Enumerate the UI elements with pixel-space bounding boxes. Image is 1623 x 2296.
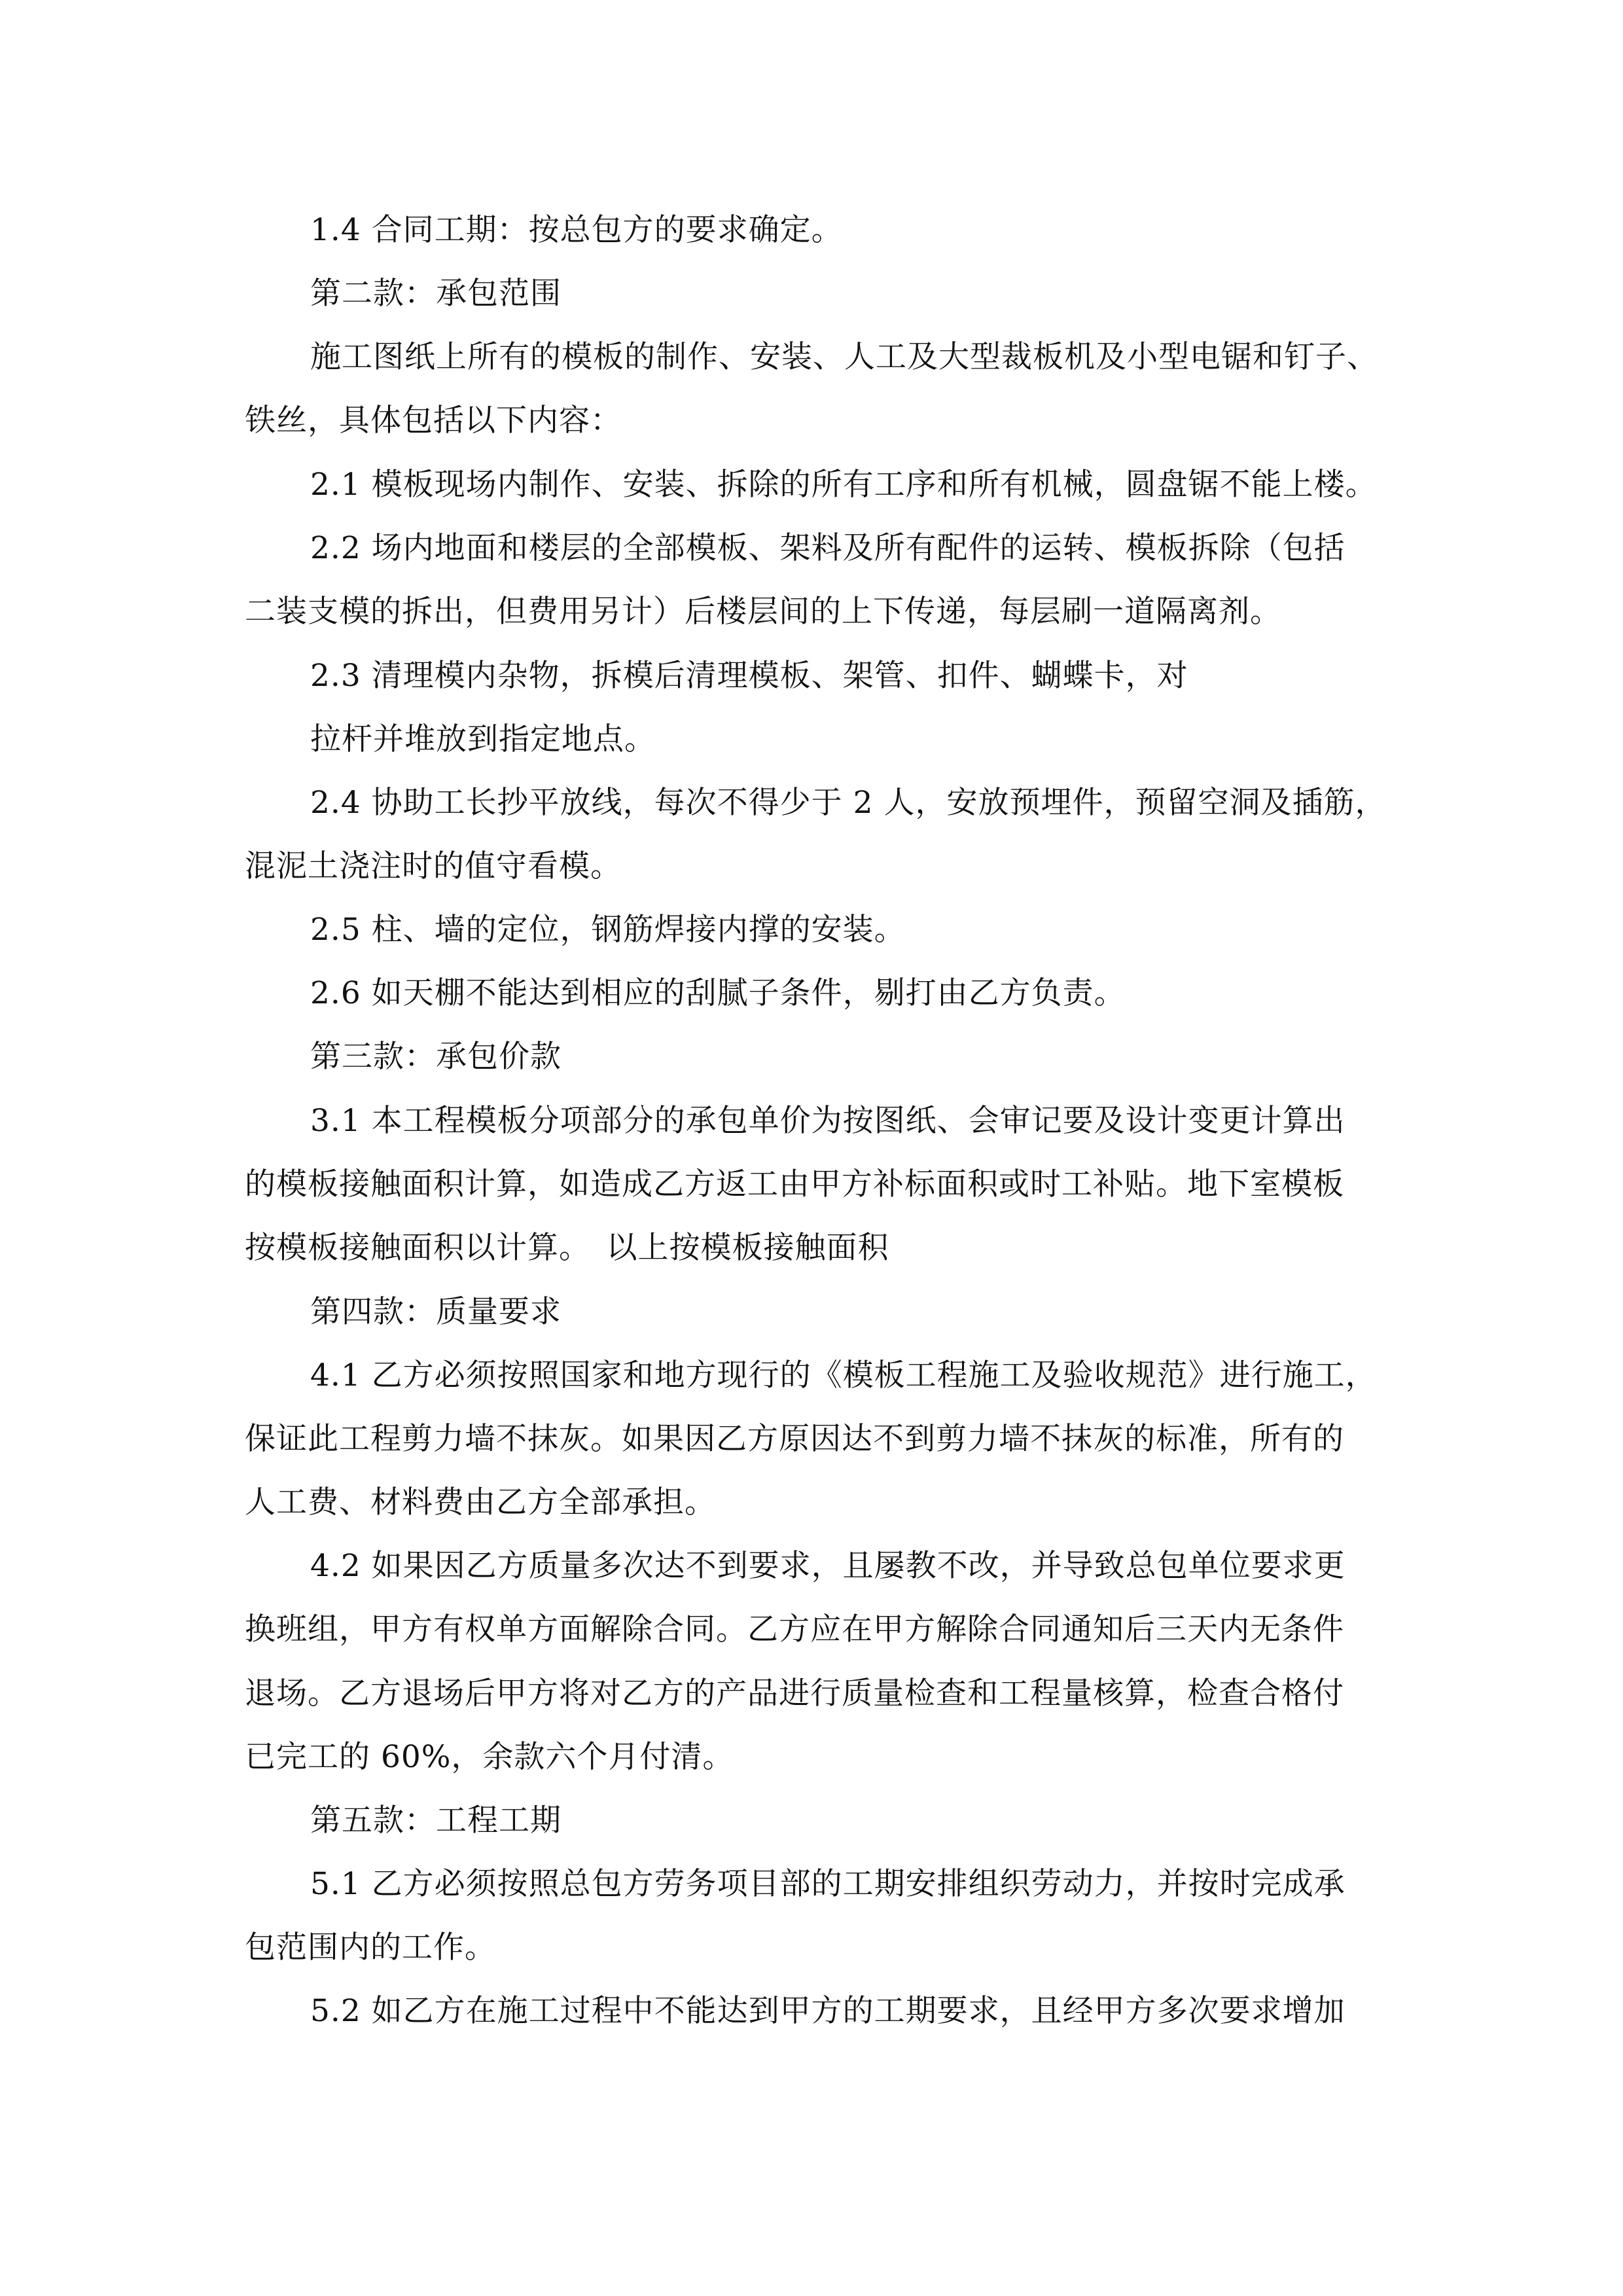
clause-4-1-line-3: 人工费、材料费由乙方全部承担。 [245, 1484, 716, 1520]
clause-2-2-line-1: 2.2 场内地面和楼层的全部模板、架料及所有配件的运转、模板拆除（包括 [310, 530, 1346, 566]
section-4-heading: 第四款：质量要求 [310, 1294, 562, 1330]
clause-1-4: 1.4 合同工期：按总包方的要求确定。 [310, 212, 843, 248]
section-2-intro-line-1: 施工图纸上所有的模板的制作、安装、人工及大型裁板机及小型电锯和钉子、 [310, 339, 1378, 375]
clause-2-4-line-2: 混泥土浇注时的值守看模。 [245, 848, 622, 884]
clause-2-1: 2.1 模板现场内制作、安装、拆除的所有工序和所有机械，圆盘锯不能上楼。 [310, 467, 1377, 503]
clause-5-2-line-1: 5.2 如乙方在施工过程中不能达到甲方的工期要求，且经甲方多次要求增加 [310, 1993, 1346, 2029]
clause-4-2-line-4: 已完工的 60%，余款六个月付清。 [245, 1739, 734, 1775]
clause-2-4-line-1: 2.4 协助工长抄平放线，每次不得少于 2 人，安放预埋件，预留空洞及插筋， [310, 785, 1387, 821]
clause-2-6: 2.6 如天棚不能达到相应的刮腻子条件，剔打由乙方负责。 [310, 975, 1126, 1011]
clause-2-3-line-2: 拉杆并堆放到指定地点。 [310, 721, 656, 757]
section-5-heading: 第五款：工程工期 [310, 1803, 562, 1839]
section-2-intro-line-2: 铁丝，具体包括以下内容： [245, 403, 622, 439]
clause-5-1-line-2: 包范围内的工作。 [245, 1929, 496, 1965]
clause-2-5: 2.5 柱、墙的定位，钢筋焊接内撑的安装。 [310, 912, 906, 948]
clause-4-1-line-2: 保证此工程剪力墙不抹灰。如果因乙方原因达不到剪力墙不抹灰的标准，所有的 [245, 1421, 1344, 1457]
clause-3-1-line-2: 的模板接触面积计算，如造成乙方返工由甲方补标面积或时工补贴。地下室模板 [245, 1166, 1344, 1202]
clause-4-1-line-1: 4.1 乙方必须按照国家和地方现行的《模板工程施工及验收规范》进行施工， [310, 1357, 1377, 1393]
clause-4-2-line-2: 换班组，甲方有权单方面解除合同。乙方应在甲方解除合同通知后三天内无条件 [245, 1611, 1344, 1647]
section-2-heading: 第二款：承包范围 [310, 276, 562, 312]
clause-3-1-line-3: 按模板接触面积以计算。 以上按模板接触面积 [245, 1230, 889, 1266]
clause-2-2-line-2: 二装支模的拆出，但费用另计）后楼层间的上下传递，每层刷一道隔离剂。 [245, 594, 1281, 630]
clause-4-2-line-1: 4.2 如果因乙方质量多次达不到要求，且屡教不改，并导致总包单位要求更 [310, 1548, 1346, 1584]
clause-2-3-line-1: 2.3 清理模内杂物，拆模后清理模板、架管、扣件、蝴蝶卡，对 [310, 658, 1188, 694]
clause-3-1-line-1: 3.1 本工程模板分项部分的承包单价为按图纸、会审记要及设计变更计算出 [310, 1103, 1346, 1139]
section-3-heading: 第三款：承包价款 [310, 1039, 562, 1075]
clause-5-1-line-1: 5.1 乙方必须按照总包方劳务项目部的工期安排组织劳动力，并按时完成承 [310, 1866, 1346, 1902]
clause-4-2-line-3: 退场。乙方退场后甲方将对乙方的产品进行质量检查和工程量核算，检查合格付 [245, 1676, 1344, 1712]
